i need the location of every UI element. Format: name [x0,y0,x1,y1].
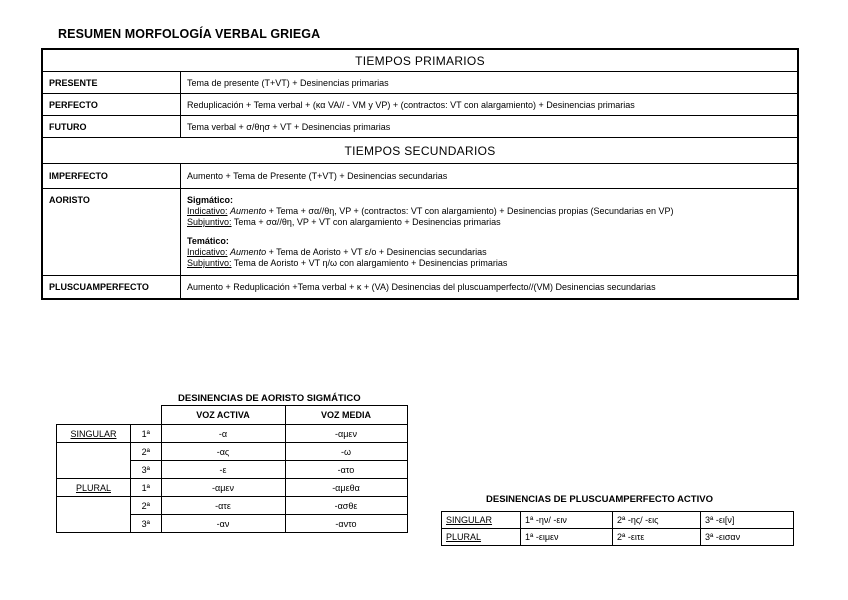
row-label: FUTURO [42,116,181,138]
tematico-indicativo: Indicativo: Aumento + Tema de Aoristo + VT ε/ο + Desinencias secundarias [187,247,487,257]
primarios-header: TIEMPOS PRIMARIOS [42,49,798,72]
table-row: 2ª -ατε -ασθε [57,497,408,515]
row-label: PRESENTE [42,72,181,94]
table-row: 3ª -ε -ατο [57,461,408,479]
aoristo-table-title: DESINENCIAS DE AORISTO SIGMÁTICO [178,393,361,404]
table-row [42,72,798,94]
sigmatico-indicativo: Indicativo: Aumento + Tema + σα//θη, VP + (contractos: VT con alargamiento) + Desinencias propias (Secundarias en VP) [187,206,674,216]
row-label: AORISTO [42,189,181,276]
row-label: IMPERFECTO [42,164,181,189]
row-text: Aumento + Reduplicación +Tema verbal + κ + (VA) Desinencias del pluscuamperfecto//(VM) Desinencias secundarias [181,276,799,300]
page-title: RESUMEN MORFOLOGÍA VERBAL GRIEGA [58,27,321,41]
singular-label: SINGULAR [70,428,117,439]
verbal-summary-table [41,48,799,300]
col-voz-media: VOZ MEDIA [285,406,407,425]
col-voz-activa: VOZ ACTIVA [161,406,285,425]
sigmatico-heading: Sigmático: [187,195,234,205]
table-row: 3ª -αν -αντο [57,515,408,533]
secundarios-header: TIEMPOS SECUNDARIOS [42,138,798,164]
table-row: SINGULAR 1ª -ην/ -ειν 2ª -ης/ -εις 3ª -ει[ν] [442,512,794,529]
plusc-table [441,511,794,546]
row-text: Tema de presente (T+VT) + Desinencias primarias [181,72,799,94]
plusc-table-title: DESINENCIAS DE PLUSCUAMPERFECTO ACTIVO [486,494,713,505]
table-row [42,94,798,116]
row-text: Reduplicación + Tema verbal + (κα VA// - VM y VP) + (contractos: VT con alargamiento) + Desinencias primarias [181,94,799,116]
tematico-heading: Temático: [187,236,229,246]
table-row [42,189,798,276]
table-row [42,276,798,300]
table-row: PLURAL 1ª -αμεν -αμεθα [57,479,408,497]
aoristo-text [181,189,799,276]
row-text: Tema verbal + σ/θησ + VT + Desinencias primarias [181,116,799,138]
sigmatico-subjuntivo: Subjuntivo: Tema + σα//θη, VP + VT con alargamiento + Desinencias primarias [187,217,501,227]
row-label: PERFECTO [42,94,181,116]
table-row [42,164,798,189]
row-label: PLUSCUAMPERFECTO [42,276,181,300]
table-row: PLURAL 1ª -ειμεν 2ª -ειτε 3ª -εισαν [442,529,794,546]
table-row: 2ª -ας -ω [57,443,408,461]
table-row: SINGULAR 1ª -α -αμεν [57,425,408,443]
tematico-subjuntivo: Subjuntivo: Tema de Aoristo + VT η/ω con alargamiento + Desinencias primarias [187,258,508,268]
table-row [42,116,798,138]
row-text: Aumento + Tema de Presente (T+VT) + Desinencias secundarias [181,164,799,189]
plural-label: PLURAL [75,482,111,493]
aoristo-table [56,405,408,533]
